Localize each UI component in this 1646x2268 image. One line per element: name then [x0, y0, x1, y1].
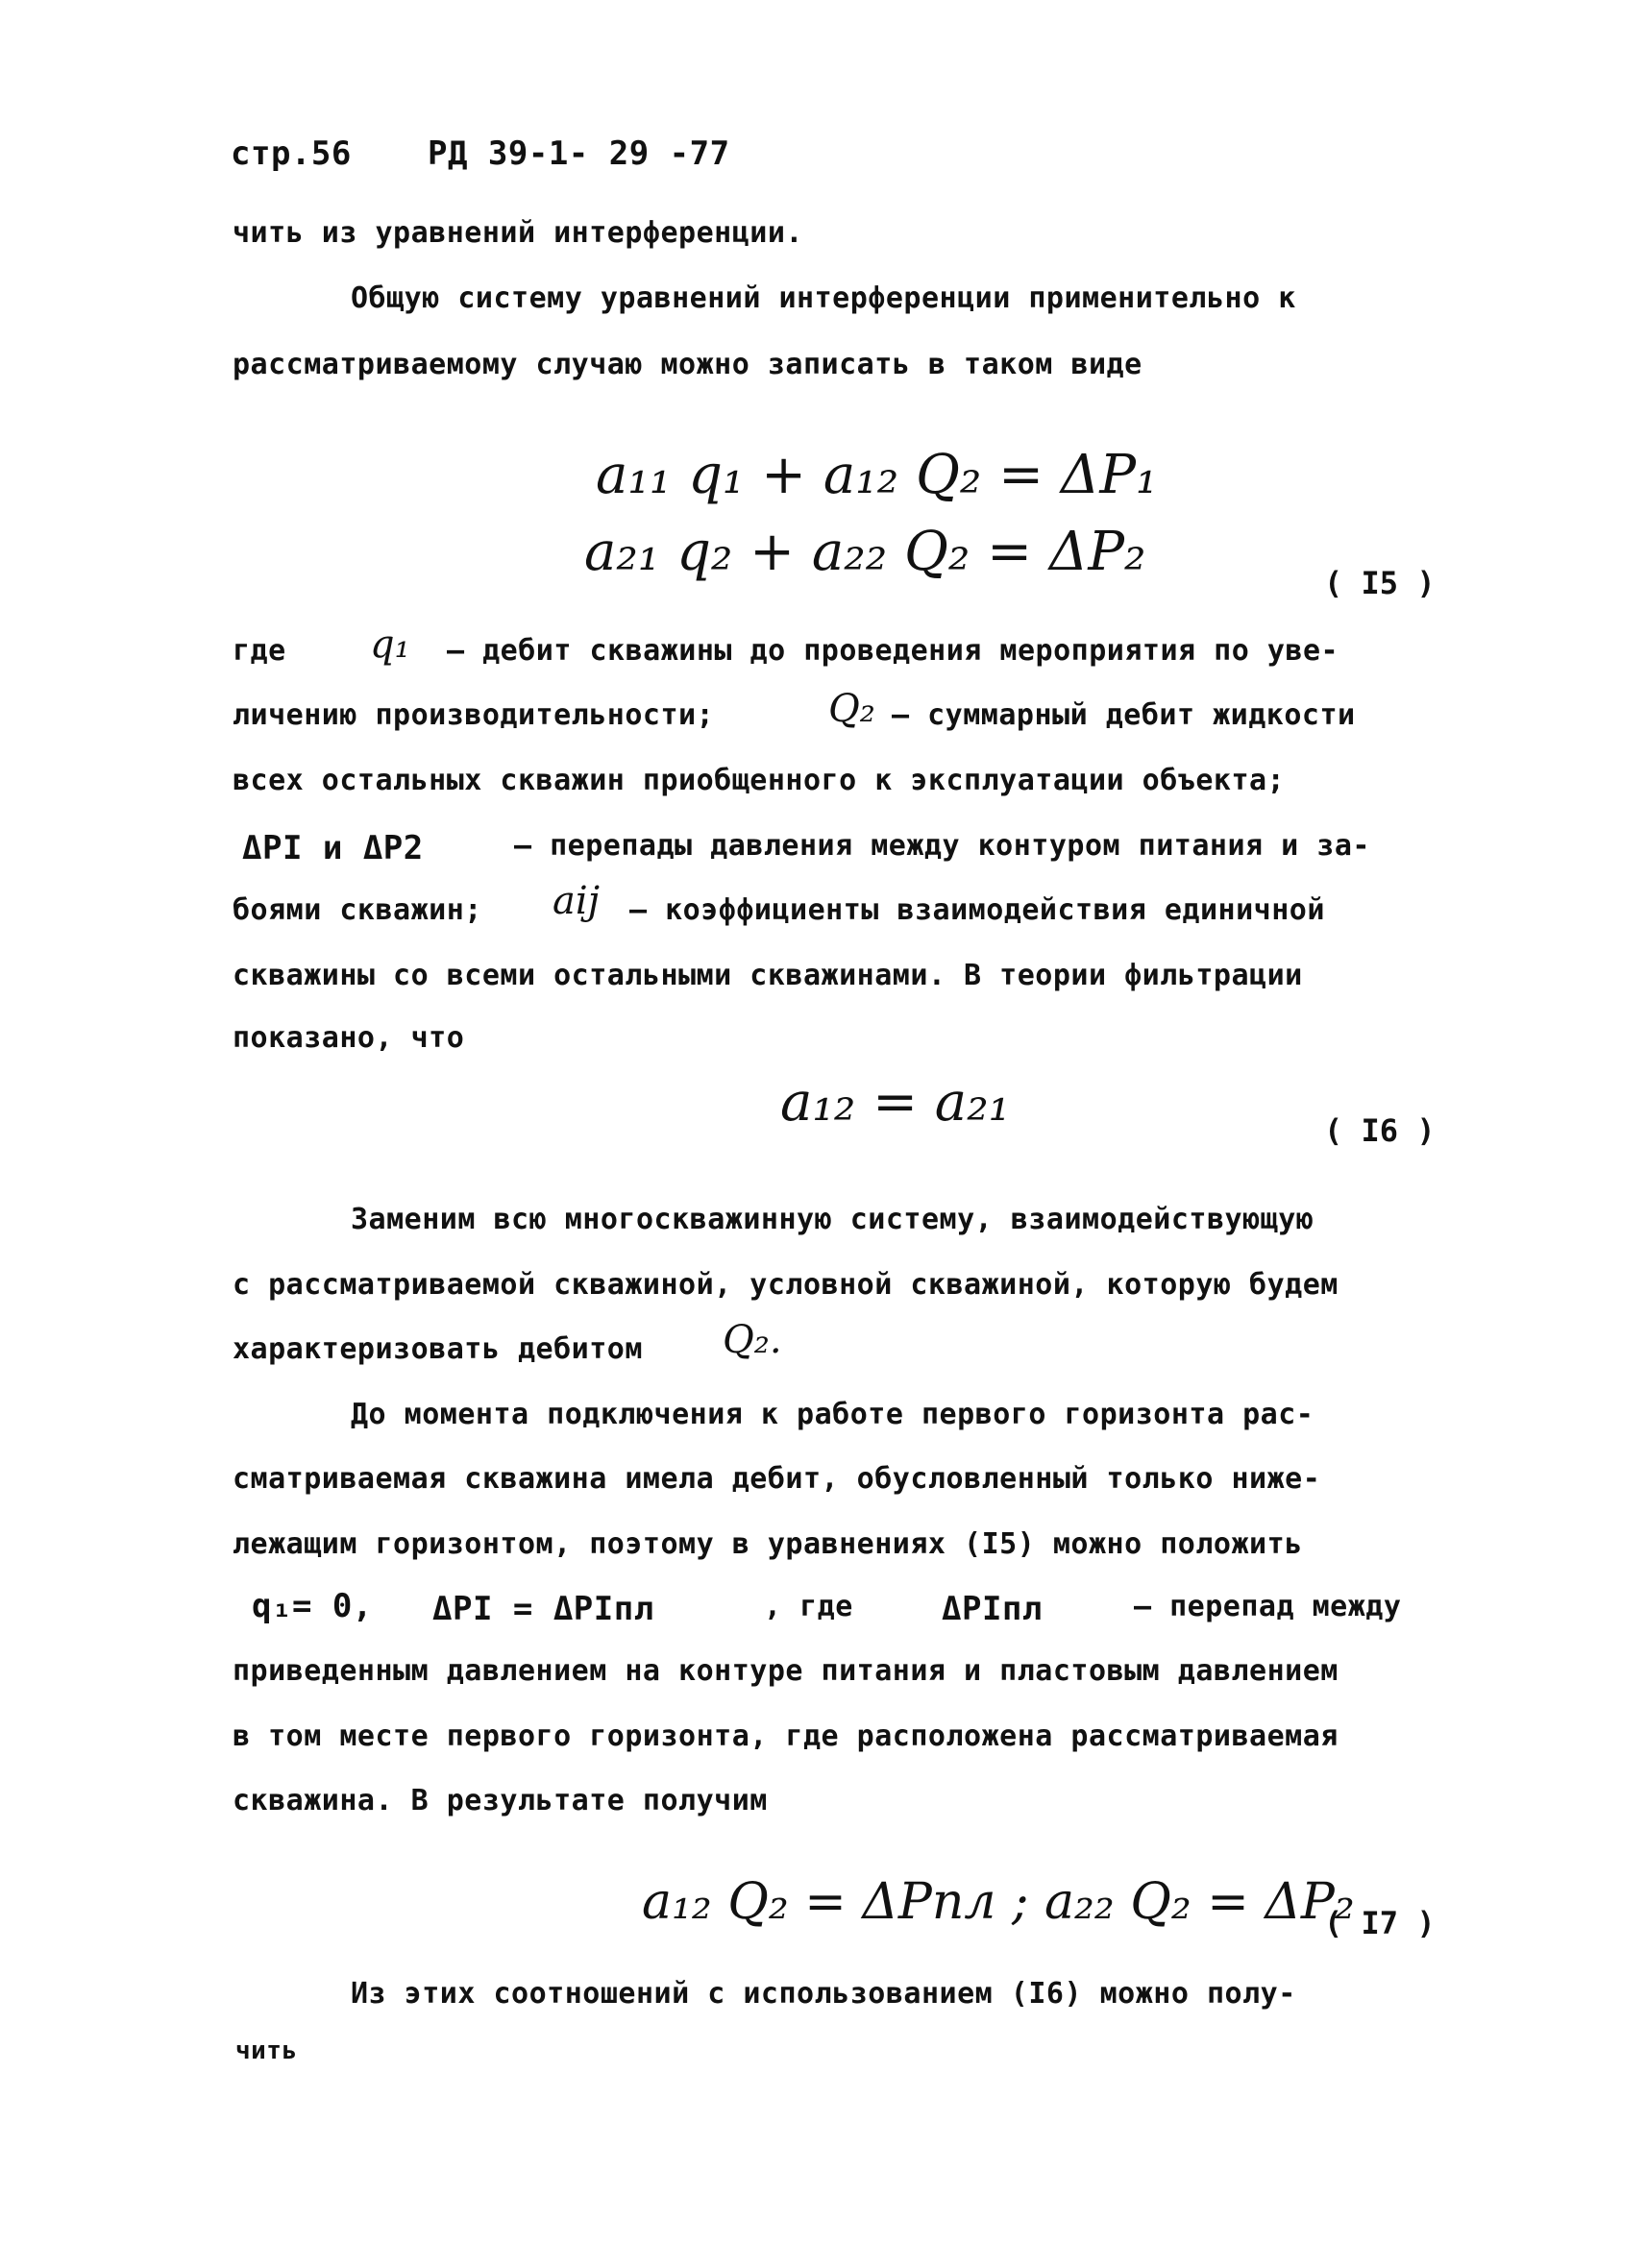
text-line: рассматриваемому случаю можно записать в таком виде	[233, 348, 1142, 381]
text-line: – суммарный дебит жидкости	[892, 698, 1356, 732]
text-line: – перепад между	[1134, 1590, 1402, 1623]
text-line: – дебит скважины до проведения мероприятия по уве-	[447, 634, 1339, 668]
symbol-aij: aij	[553, 879, 601, 923]
text-line: , где	[764, 1590, 853, 1623]
text-line: скважины со всеми остальными скважинами. В теории фильтрации	[233, 959, 1303, 992]
text-line: Из этих соотношений с использованием (I6) можно полу-	[351, 1977, 1296, 2011]
text-line: приведенным давлением на контуре питания и пластовым давлением	[233, 1654, 1339, 1688]
symbol-q1: q₁	[370, 622, 410, 667]
text-line: личению производительности;	[233, 698, 715, 732]
text-line: чить из уравнений интерференции.	[233, 216, 803, 250]
text-line: где	[233, 634, 286, 668]
text-line: ΔPI = ΔPIпл	[432, 1590, 654, 1628]
text-line: боями скважин;	[233, 893, 482, 927]
text-line: сматриваемая скважина имела дебит, обусловленный только ниже-	[233, 1462, 1321, 1496]
text-line: в том месте первого горизонта, где расположена рассматриваемая	[233, 1719, 1339, 1753]
symbol-Q2: Q₂.	[723, 1318, 782, 1362]
equation-15-line2: a₂₁ q₂ + a₂₂ Q₂ = ΔP₂	[584, 521, 1146, 583]
text-line: – перепады давления между контуром питания и за-	[514, 829, 1370, 863]
page-number: стр.56	[231, 134, 352, 173]
equation-number: ( I7 )	[1324, 1905, 1436, 1941]
text-line: лежащим горизонтом, поэтому в уравнениях (I5) можно положить	[233, 1527, 1303, 1561]
equation-15-line1: a₁₁ q₁ + a₁₂ Q₂ = ΔP₁	[596, 444, 1158, 506]
text-line: с рассматриваемой скважиной, условной скважиной, которую будем	[233, 1268, 1339, 1302]
text-line: q₁= 0,	[252, 1587, 373, 1625]
symbol-Q2: Q₂	[828, 687, 875, 731]
text-line: показано, что	[233, 1021, 465, 1055]
text-line: ΔPI и ΔP2	[242, 829, 424, 867]
equation-16: a₁₂ = a₂₁	[780, 1071, 1011, 1134]
equation-number: ( I6 )	[1324, 1112, 1436, 1149]
equation-number: ( I5 )	[1324, 565, 1436, 601]
text-line: – коэффициенты взаимодействия единичной	[629, 893, 1325, 927]
text-line: До момента подключения к работе первого горизонта рас-	[351, 1398, 1314, 1431]
text-line: скважина. В результате получим	[233, 1784, 768, 1817]
text-line: Заменим всю многоскважинную систему, взаимодействующую	[351, 1203, 1314, 1236]
document-code: РД 39-1- 29 -77	[428, 134, 730, 173]
text-line: характеризовать дебитом	[233, 1332, 643, 1366]
equation-17: a₁₂ Q₂ = ΔPпл ; a₂₂ Q₂ = ΔP₂	[642, 1873, 1355, 1931]
text-line: ΔPIпл	[942, 1590, 1043, 1628]
text-line: всех остальных скважин приобщенного к эксплуатации объекта;	[233, 764, 1286, 797]
text-line: чить	[235, 2036, 298, 2065]
text-line: Общую систему уравнений интерференции применительно к	[351, 281, 1296, 315]
